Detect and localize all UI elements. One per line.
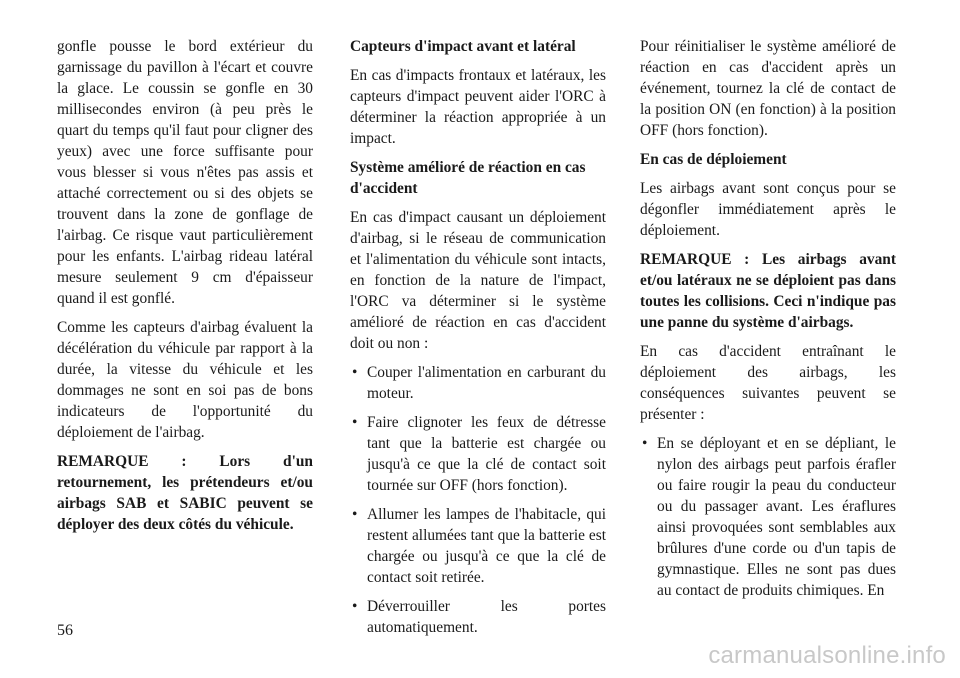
list-consequences — [640, 433, 896, 601]
watermark: carmanualsonline.info — [708, 642, 946, 669]
remark-deployment: REMARQUE : Les airbags avant et/ou latéraux ne se déploient pas dans toutes les collisions. Ceci n'indique pas une panne du système d'airbags. — [640, 251, 896, 331]
paragraph-impact-sensors: En cas d'impacts frontaux et latéraux, les capteurs d'impact peuvent aider l'ORC à déterminer la réaction appropriée à un impact. — [350, 67, 606, 147]
column-left — [57, 36, 313, 543]
heading-deployment: En cas de déploiement — [640, 151, 787, 168]
paragraph-sensors: Comme les capteurs d'airbag évaluent la décélération du véhicule par rapport à la durée, la vitesse du véhicule et les dommages ne sont en soi pas de bons indicateurs de l'opportunité du déploiement de l'airbag. — [57, 319, 313, 441]
paragraph-deflate: Les airbags avant sont conçus pour se dégonfler immédiatement après le déploiement. — [640, 180, 896, 239]
remark-rollover: REMARQUE : Lors d'un retournement, les prétendeurs et/ou airbags SAB et SABIC peuvent se déployer des deux côtés du véhicule. — [57, 453, 313, 533]
heading-impact-sensors: Capteurs d'impact avant et latéral — [350, 38, 576, 55]
list-item: • Couper l'alimentation en carburant du moteur. — [350, 362, 606, 404]
list-item: • Faire clignoter les feux de détresse tant que la batterie est chargée ou jusqu'à ce que la clé de contact soit tournée sur OFF (hors fonction). — [350, 412, 606, 496]
paragraph-consequences: En cas d'accident entraînant le déploiement des airbags, les conséquences suivantes peuvent se présenter : — [640, 343, 896, 423]
paragraph-continued: gonfle pousse le bord extérieur du garnissage du pavillon à l'écart et couvre la glace. Le coussin se gonfle en 30 millisecondes environ (à peu près le quart du temps qu'il faut pour cligner des yeux) avec une force suffisante pour vous blesser si vous n'êtes pas assis et attaché correctement ou si des objets se trouvent dans la zone de gonflage de l'airbag. Ce risque vaut particulièrement pour les enfants. L'airbag rideau latéral mesure seulement 9 cm d'épaisseur quand il est gonflé. — [57, 38, 313, 307]
list-item: • Allumer les lampes de l'habitacle, qui restent allumées tant que la batterie est chargée ou jusqu'à ce que la clé de contact soit retirée. — [350, 504, 606, 588]
list-item: • Déverrouiller les portes automatiquement. — [350, 596, 606, 638]
paragraph-reset: Pour réinitialiser le système amélioré de réaction en cas d'accident après un événement, tournez la clé de contact de la position ON (en fonction) à la position OFF (hors fonction). — [640, 38, 896, 139]
heading-enhanced-response: Système amélioré de réaction en cas d'accident — [350, 159, 586, 197]
page-number: 56 — [57, 622, 73, 639]
list-enhanced-response — [350, 362, 606, 638]
column-right — [640, 36, 896, 609]
paragraph-enhanced-response: En cas d'impact causant un déploiement d'airbag, si le réseau de communication et l'alimentation du véhicule sont intacts, en fonction de la nature de l'impact, l'ORC va déterminer si le système amélioré de réaction en cas d'accident doit ou non : — [350, 209, 606, 352]
list-item: • En se déployant et en se dépliant, le nylon des airbags peut parfois érafler ou faire rougir la peau du conducteur ou du passager avant. Les éraflures ainsi provoquées sont semblables aux brûlures d'une corde ou d'un tapis de gymnastique. Elles ne sont pas dues au contact de produits chimiques. En — [640, 433, 896, 601]
column-middle — [350, 36, 606, 646]
